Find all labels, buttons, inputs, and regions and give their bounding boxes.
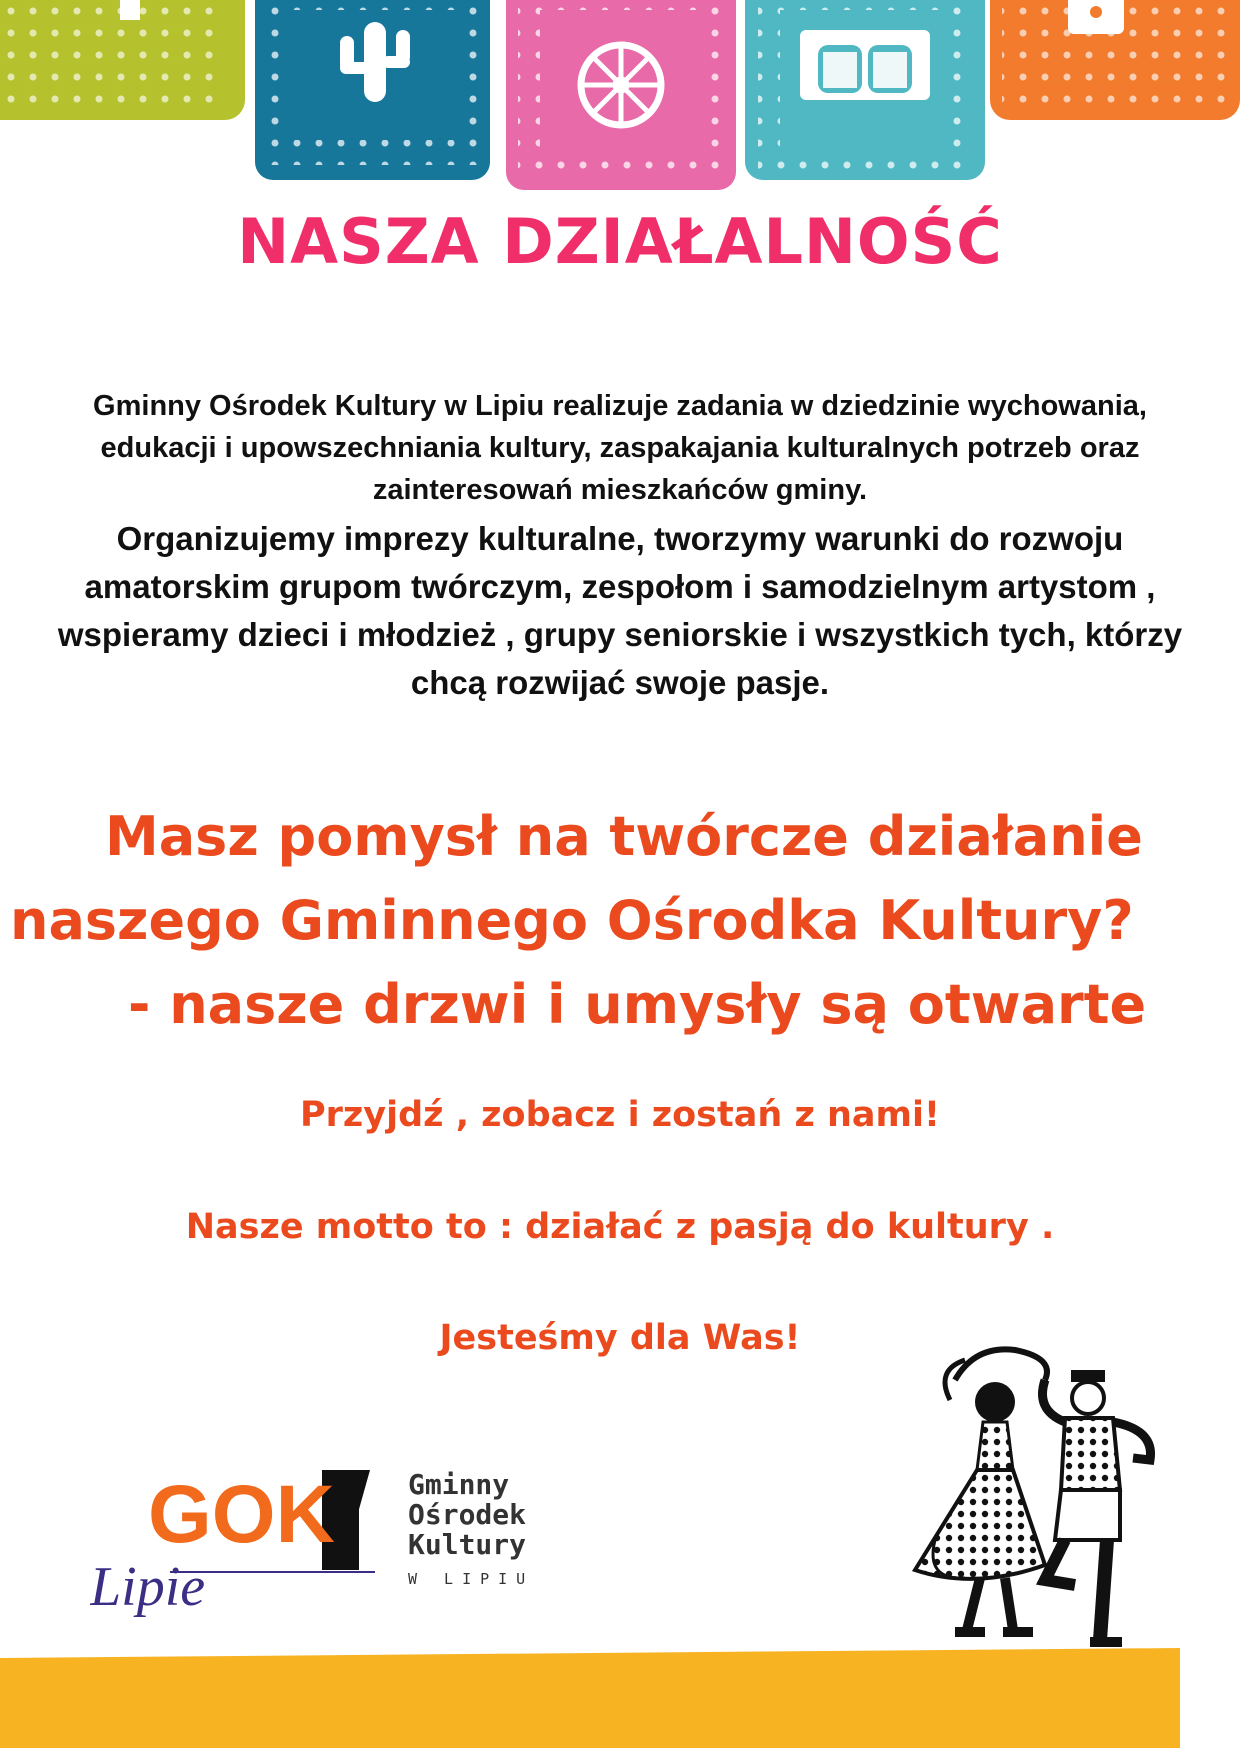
partial-icon [120,0,140,20]
organize-line: chcą rozwijać swoje pasje. [410,664,830,701]
lipie-text: Lipie [90,1556,206,1618]
intro-line: edukacji i upowszechniania kultury, zaspakajania kulturalnych potrzeb oraz [100,432,1140,464]
organize-line: amatorskim grupom twórczym, zespołom i samodzielnym artystom , [84,568,1156,605]
slogan-motto: Nasze motto to : działać z pasją do kultury . [185,1207,1055,1247]
footer-band [0,1640,1240,1748]
question-line: - nasze drzwi i umysły są otwarte [128,973,1147,1036]
flag-pink [506,0,736,190]
logo-subline: W LIPIU [408,1570,535,1588]
organize-paragraph [0,515,1240,707]
flag-green [0,0,245,120]
lock-icon [1068,0,1124,34]
intro-paragraph [0,385,1240,511]
slogan-come: Przyjdź , zobacz i zostań z nami! [300,1095,940,1135]
man-dancer [1043,1370,1151,1642]
flag-teal [745,0,985,180]
saloon-doors-icon [800,30,930,100]
gok-text: GOK [148,1470,335,1560]
logo-line: Kultury [408,1528,527,1561]
organize-line: Organizujemy imprezy kulturalne, tworzymy warunki do rozwoju [116,520,1124,557]
question-line: Masz pomysł na twórcze działanie [105,805,1143,868]
gok-logo-graphic [90,1470,390,1620]
question-block [0,795,1240,1047]
wagon-wheel-icon [581,45,661,125]
dancing-couple-illustration [895,1340,1195,1650]
gok-logo [90,1470,390,1620]
intro-line: zainteresowań mieszkańców gminy. [372,474,868,506]
slogan-for-you: Jesteśmy dla Was! [439,1318,801,1358]
papel-picado-banner [0,0,1240,200]
logo-line: Ośrodek [408,1498,527,1531]
page-title: NASZA DZIAŁALNOŚĆ [237,205,1003,278]
logo-line: Gminny [408,1468,510,1501]
gok-logo-text [408,1470,534,1594]
organize-line: wspieramy dzieci i młodzież , grupy seniorskie i wszystkich tych, którzy [57,616,1183,653]
flag-blue [255,0,490,180]
intro-line: Gminny Ośrodek Kultury w Lipiu realizuje zadania w dziedzinie wychowania, [93,390,1147,422]
woman-dancer [915,1349,1047,1632]
flag-orange [990,0,1240,120]
question-line: naszego Gminnego Ośrodka Kultury? [10,889,1134,952]
